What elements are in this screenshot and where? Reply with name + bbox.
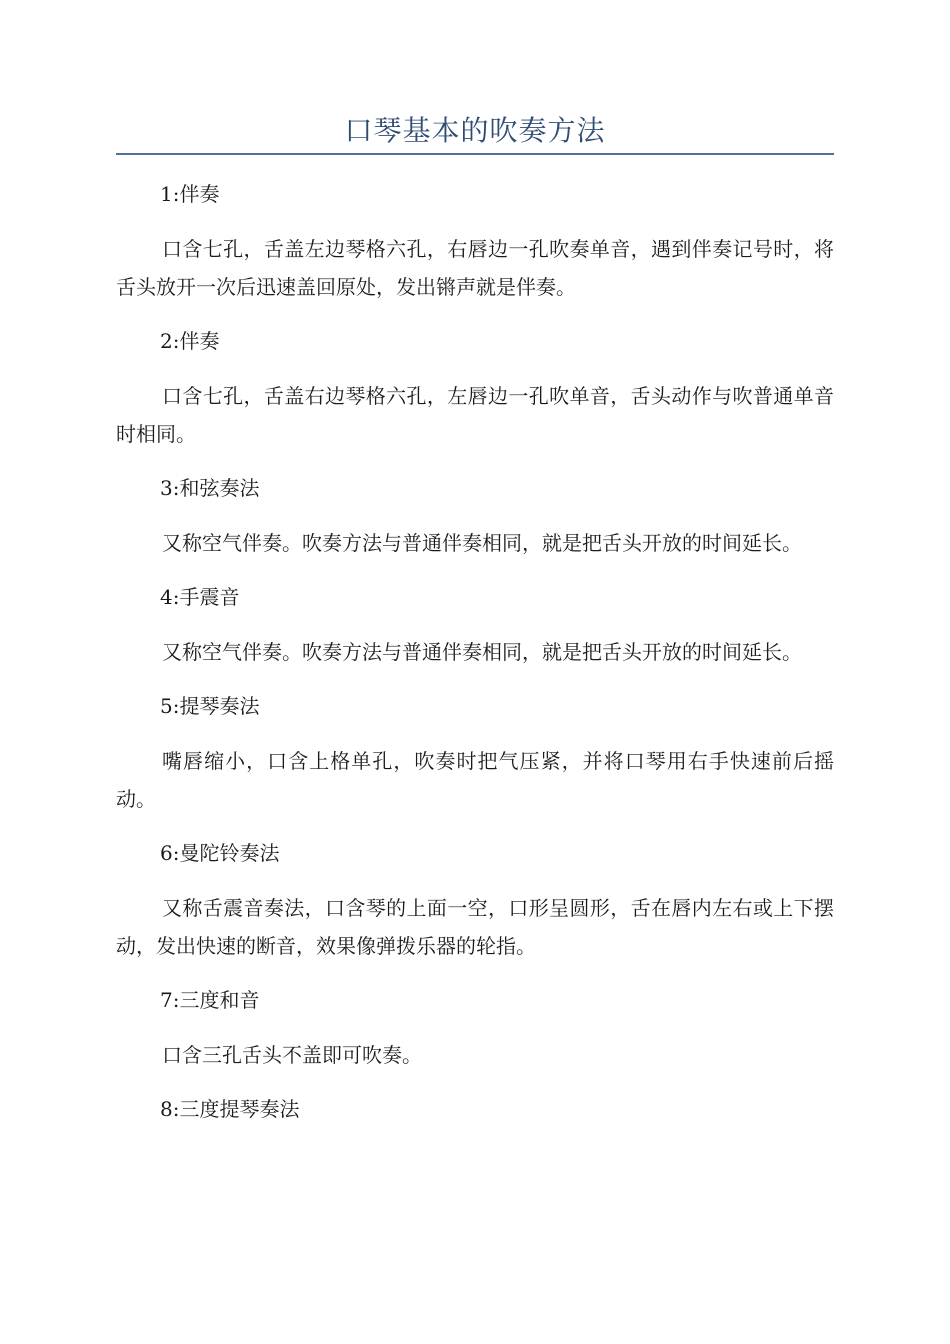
section-body-2: 口含七孔，舌盖右边琴格六孔，左唇边一孔吹单音，舌头动作与吹普通单音时相同。 — [116, 384, 834, 446]
document-body — [116, 176, 834, 1145]
title-underline — [116, 153, 834, 155]
section-heading-3: 3:和弦奏法 — [160, 476, 260, 500]
section-body-5: 嘴唇缩小，口含上格单孔，吹奏时把气压紧，并将口琴用右手快速前后摇动。 — [116, 749, 834, 811]
section-body-3: 又称空气伴奏。吹奏方法与普通伴奏相同，就是把舌头开放的时间延长。 — [162, 531, 802, 555]
document-title: 口琴基本的吹奏方法 — [344, 114, 606, 147]
section-body-4: 又称空气伴奏。吹奏方法与普通伴奏相同，就是把舌头开放的时间延长。 — [162, 640, 802, 664]
section-heading-4: 4:手震音 — [160, 585, 240, 609]
section-heading-8: 8:三度提琴奏法 — [160, 1097, 300, 1121]
section-heading-1: 1:伴奏 — [160, 182, 220, 206]
section-body-1: 口含七孔，舌盖左边琴格六孔，右唇边一孔吹奏单音，遇到伴奏记号时，将舌头放开一次后迅速盖回原处，发出锵声就是伴奏。 — [116, 237, 834, 299]
section-heading-2: 2:伴奏 — [160, 329, 220, 353]
section-heading-6: 6:曼陀铃奏法 — [160, 841, 280, 865]
section-heading-7: 7:三度和音 — [160, 988, 260, 1012]
section-body-7: 口含三孔舌头不盖即可吹奏。 — [162, 1043, 422, 1067]
section-heading-5: 5:提琴奏法 — [160, 694, 260, 718]
section-body-6: 又称舌震音奏法，口含琴的上面一空，口形呈圆形，舌在唇内左右或上下摆动，发出快速的断音，效果像弹拨乐器的轮指。 — [116, 896, 834, 958]
